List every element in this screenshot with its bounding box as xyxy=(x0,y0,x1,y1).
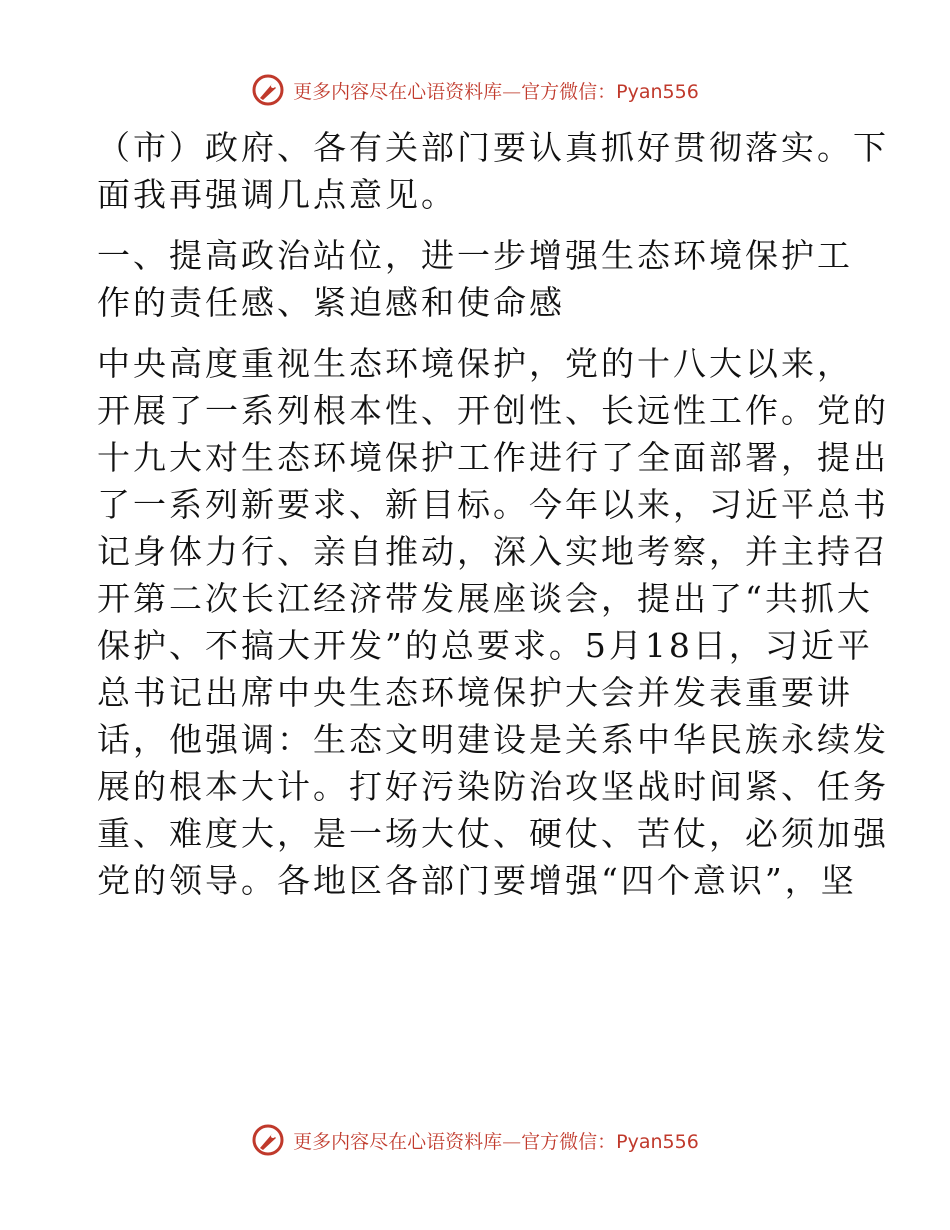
paragraph xyxy=(97,340,889,904)
text-line: 中央高度重视生态环境保护，党的十八大以来， xyxy=(97,344,853,383)
watermark-text xyxy=(293,77,699,104)
text-line: 党的领导。各地区各部门要增强“四个意识”，坚 xyxy=(97,861,857,900)
footer-watermark xyxy=(0,1120,950,1160)
paragraph xyxy=(97,124,889,218)
watermark-contact: 官方微信：Pyan556 xyxy=(521,1130,699,1153)
text-line: 了一系列新要求、新目标。今年以来，习近平总书 xyxy=(97,485,889,524)
document-body xyxy=(97,124,889,904)
text-line: 十九大对生态环境保护工作进行了全面部署，提出 xyxy=(97,438,889,477)
text-line: 开展了一系列根本性、开创性、长远性工作。党的 xyxy=(97,391,889,430)
text-line: 话，他强调：生态文明建设是关系中华民族永续发 xyxy=(97,720,889,759)
text-line: 展的根本大计。打好污染防治攻坚战时间紧、任务 xyxy=(97,767,889,806)
watermark-separator: — xyxy=(502,80,522,103)
text-line: 保护、不搞大开发”的总要求。5月18日，习近平 xyxy=(97,626,873,665)
header-watermark xyxy=(0,70,950,110)
watermark-separator: — xyxy=(502,1130,522,1153)
watermark-brand: 更多内容尽在心语资料库 xyxy=(293,1130,503,1153)
text-line: 重、难度大，是一场大仗、硬仗、苦仗，必须加强 xyxy=(97,814,889,853)
section-heading xyxy=(97,232,857,326)
watermark-brand: 更多内容尽在心语资料库 xyxy=(293,80,503,103)
pen-nib-circle-icon xyxy=(251,1123,285,1157)
text-line: 一、提高政治站位，进一步增强生态环境保护工 xyxy=(97,236,853,275)
text-line: 记身体力行、亲自推动，深入实地考察，并主持召 xyxy=(97,532,889,571)
watermark-text xyxy=(293,1127,699,1154)
watermark-contact: 官方微信：Pyan556 xyxy=(521,80,699,103)
text-line: 总书记出席中央生态环境保护大会并发表重要讲 xyxy=(97,673,853,712)
text-line: （市）政府、各有关部门要认真抓好贯彻落实。下 xyxy=(97,128,889,167)
pen-nib-circle-icon xyxy=(251,73,285,107)
text-line: 作的责任感、紧迫感和使命感 xyxy=(97,283,565,322)
text-line: 面我再强调几点意见。 xyxy=(97,175,457,214)
text-line: 开第二次长江经济带发展座谈会，提出了“共抓大 xyxy=(97,579,873,618)
